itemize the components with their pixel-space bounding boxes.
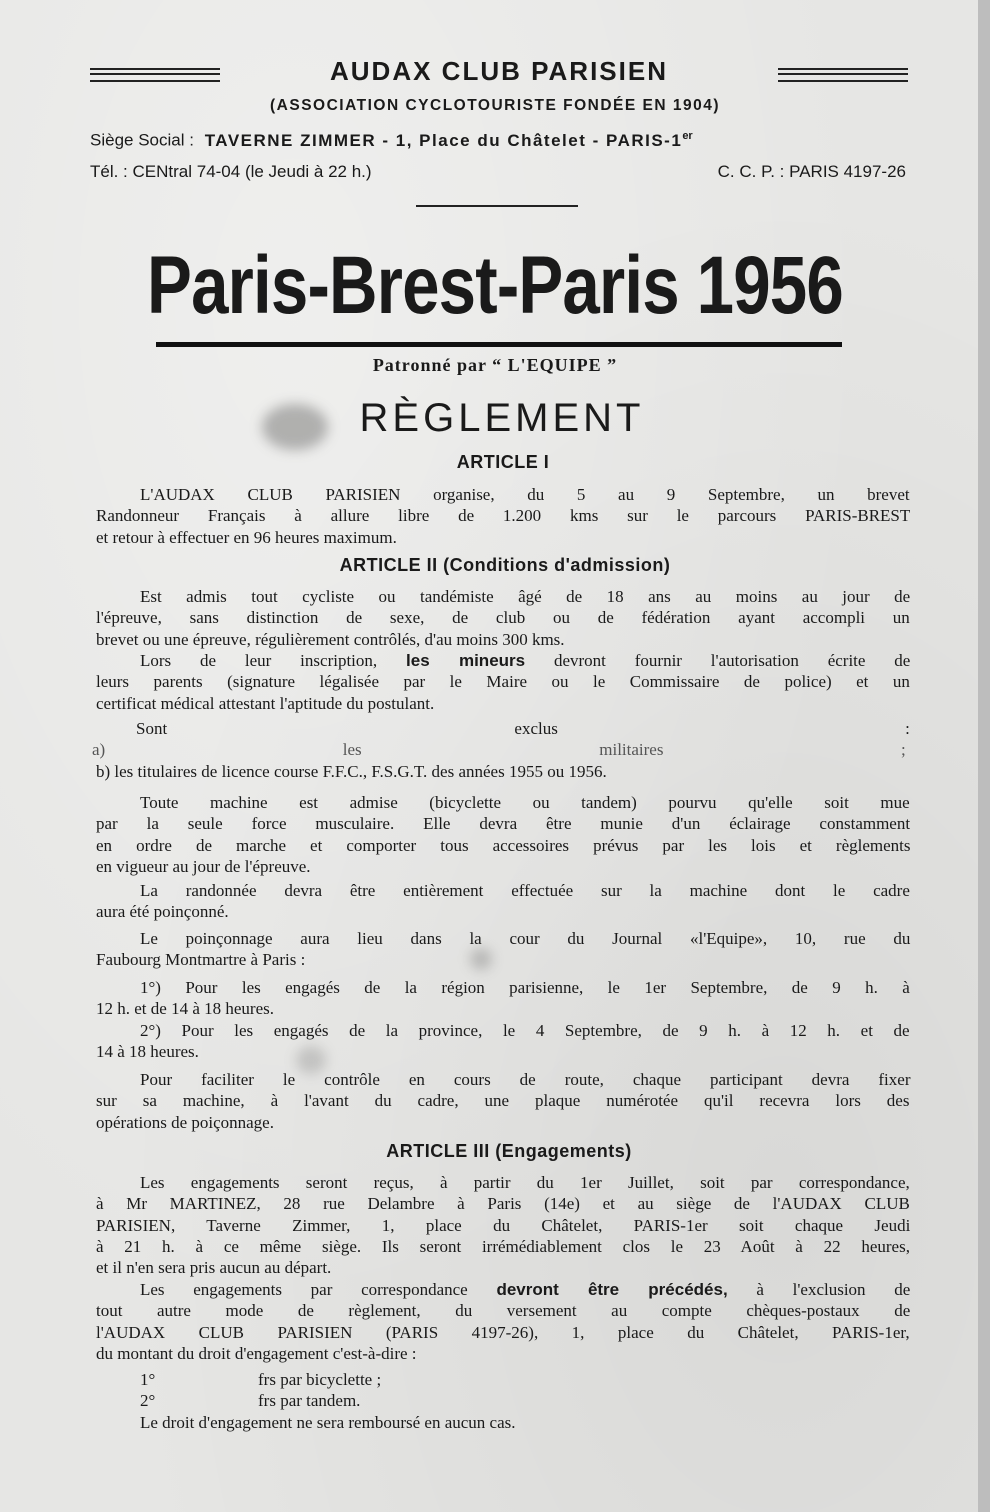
text-line: Les engagements seront reçus, à partir du 1er Juillet, soit par correspondance, [140,1173,910,1192]
text-line: Le poinçonnage aura lieu dans la cour du Journal «l'Equipe», 10, rue du [140,929,911,948]
exclusions [92,718,910,782]
fee-number: 2° [140,1391,156,1411]
text-line: leurs parents (signature légalisée par le Maire ou le Commissaire de police) et un [96,672,910,692]
article-2-para-4 [96,880,910,923]
text-line: l'AUDAX CLUB PARISIEN (PARIS 4197-26), 1, place du Châtelet, PARIS-1er, [96,1322,910,1342]
article-1-heading: ARTICLE I [456,452,550,472]
club-name: AUDAX CLUB PARISIEN [330,56,668,86]
text-line: aura été poinçonné. [96,902,229,922]
ink-stain [470,948,492,970]
ccp-line: C. C. P. : PARIS 4197-26 [717,162,906,181]
text-line: en ordre de marche et comporter tous accessoires prévus par les lois et règlements [96,835,911,855]
article-2-para-3 [96,792,910,877]
text-line: La randonnée devra être entièrement effectuée sur la machine dont le cadre [140,881,910,900]
text-line: L'AUDAX CLUB PARISIEN organise, du 5 au 9 Septembre, un brevet [140,485,910,504]
text-line: 2°) Pour les engagés de la province, le 4 Septembre, de 9 h. à 12 h. et de [140,1021,910,1040]
article-2-para-1 [96,586,910,650]
patron-line: Patronné par “ L'EQUIPE ” [372,355,618,375]
text-line: sur sa machine, à l'avant du cadre, une plaque numérotée qu'il recevra lors des [96,1091,910,1111]
article-2-heading: ARTICLE II (Conditions d'admission) [339,555,671,575]
text-line: par la seule force musculaire. Elle devra être munie d'un éclairage constamment [96,814,911,834]
siege-sup: er [682,130,693,142]
text-line: à 21 h. à ce même siège. Ils seront irrémédiablement clos le 23 Août à 22 heures, [96,1236,910,1256]
article-2-para-6 [96,977,910,1020]
text-line: à Mr MARTINEZ, 28 rue Delambre à Paris (14e) et au siège de l'AUDAX CLUB [96,1194,910,1214]
event-title: Paris-Brest-Paris 1956 [147,240,843,331]
title-rule [156,342,842,347]
siege-social-line [90,130,910,151]
article-2-para-2 [96,650,910,714]
text-line: b) les titulaires de licence course F.F.C., F.S.G.T. des années 1955 ou 1956. [96,761,607,781]
text-fragment: devront fournir l'autorisation écrite de [553,651,911,670]
fee-text: frs par tandem. [258,1391,361,1411]
text-line: a) les militaires ; [92,740,906,760]
text-fragment: Les engagements par correspondance [140,1280,468,1299]
text-line: opérations de poiçonnage. [96,1112,274,1132]
text-line: en vigueur au jour de l'épreuve. [96,856,311,876]
bold-fragment: les mineurs [406,651,526,670]
association-line: (ASSOCIATION CYCLOTOURISTE FONDÉE EN 1904) [270,97,720,114]
text-line: certificat médical attestant l'aptitude du postulant. [96,693,435,713]
text-line: 14 à 18 heures. [96,1042,199,1062]
article-3-para-1 [96,1172,910,1278]
article-3-heading: ARTICLE III (Engagements) [386,1141,632,1161]
article-2-para-8 [96,1069,910,1133]
text-line: et retour à effectuer en 96 heures maximum. [96,527,397,547]
text-line: et il n'en sera pris aucun au départ. [96,1258,332,1278]
text-line: l'épreuve, sans distinction de sexe, de club ou de fédération ayant accompli un [96,608,910,628]
text-fragment: à l'exclusion de [756,1280,911,1299]
reglement-heading: RÈGLEMENT [359,396,645,440]
ink-stain [296,1046,326,1074]
text-line: tout autre mode de règlement, du versement au compte chèques-postaux de [96,1301,911,1321]
siege-label: Siège Social : [90,130,194,150]
ink-stain [262,404,328,450]
text-line: brevet ou une épreuve, régulièrement contrôlés, d'au moins 300 kms. [96,629,565,649]
text-line: Randonneur Français à allure libre de 1.200 kms sur le parcours PARIS-BREST [96,506,911,526]
text-line: PARISIEN, Taverne Zimmer, 1, place du Châtelet, PARIS-1er soit chaque Jeudi [96,1215,911,1235]
article-2-para-5 [96,928,910,971]
text-line: du montant du droit d'engagement c'est-à-dire : [96,1343,417,1363]
club-header [90,56,908,92]
fee-list [96,1369,910,1433]
article-1-text [96,484,910,548]
fee-text: frs par bicyclette ; [258,1370,382,1389]
text-fragment: Lors de leur inscription, [140,651,378,670]
text-line: Toute machine est admise (bicyclette ou tandem) pourvu qu'elle soit mue [140,793,910,812]
text-line: Faubourg Montmartre à Paris : [96,950,306,970]
article-2-para-7 [96,1020,910,1063]
fee-number: 1° [140,1370,156,1389]
article-3-para-2 [96,1279,910,1364]
telephone-line: Tél. : CENtral 74-04 (le Jeudi à 22 h.) [90,162,372,181]
text-line: 1°) Pour les engagés de la région parisienne, le 1er Septembre, de 9 h. à [140,978,910,997]
bold-fragment: devront être précédés, [496,1280,728,1299]
text-line: Le droit d'engagement ne sera remboursé en aucun cas. [140,1412,516,1432]
text-line: 12 h. et de 14 à 18 heures. [96,999,274,1019]
page-edge [978,0,990,1512]
text-line: Sont exclus : [136,719,910,738]
short-divider [416,205,578,207]
text-line: Pour faciliter le contrôle en cours de route, chaque participant devra fixer [140,1070,911,1089]
siege-address: TAVERNE ZIMMER - 1, Place du Châtelet - PARIS-1 [204,130,683,150]
text-line: Est admis tout cycliste ou tandémiste âgé de 18 ans au moins au jour de [140,587,911,606]
